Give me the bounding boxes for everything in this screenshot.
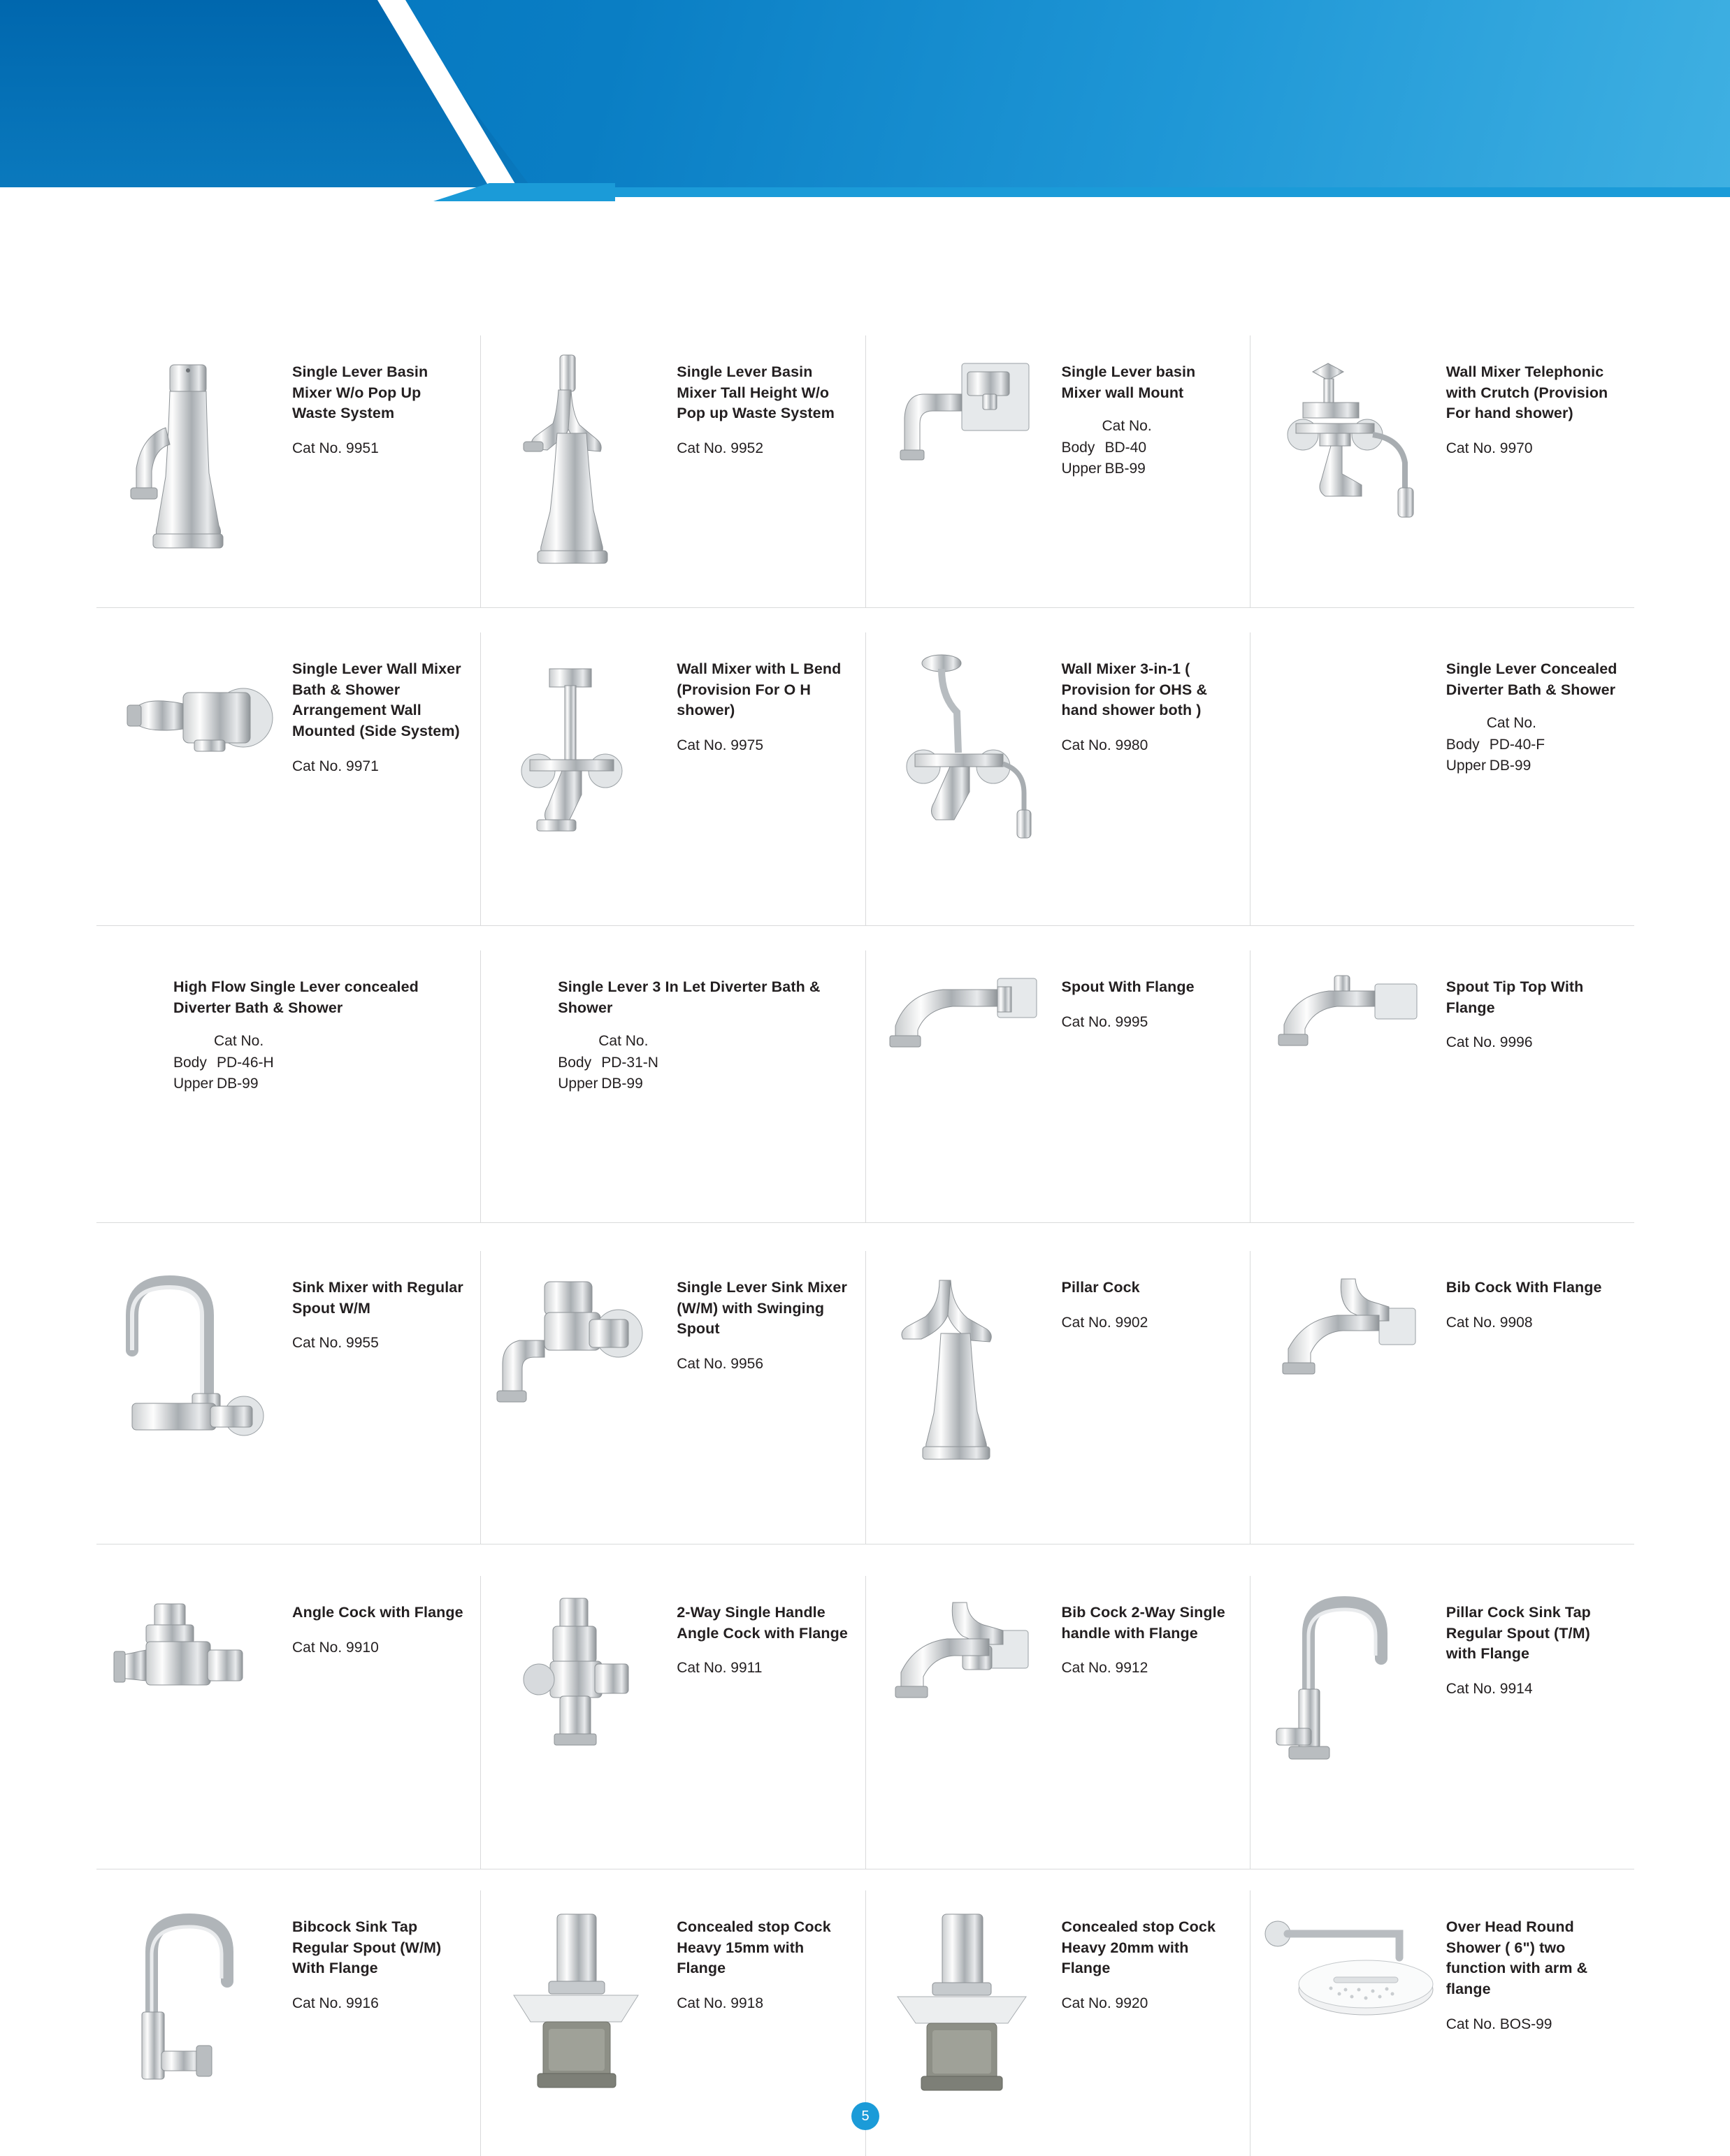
product-title: High Flow Single Lever concealed Diverter Bath & Shower [173,978,419,1016]
cat-row-value: DB-99 [1489,758,1531,774]
product-title: Bibcock Sink Tap Regular Spout (W/M) With Flange [292,1918,442,1977]
product-image-wall-mixer-3-in-1 [866,632,1062,858]
product-cell [481,1576,865,1869]
product-cat-no: Cat No. 9971 [292,758,379,774]
product-title: 2-Way Single Handle Angle Cock with Flange [677,1604,848,1642]
product-cat-no: Cat No. BOS-99 [1446,2016,1552,2032]
product-title: Pillar Cock Sink Tap Regular Spout (T/M) with Flange [1446,1604,1591,1663]
product-cell [1250,950,1634,1222]
product-cell [866,950,1250,1222]
product-cell [866,335,1250,607]
product-image-two-way-single-handle-angle-cock [481,1576,677,1759]
cat-row-key: Upper [173,1076,214,1092]
product-image-sink-mixer-regular-spout [96,1251,292,1462]
product-title: Concealed stop Cock Heavy 15mm with Flange [677,1918,831,1977]
product-image-spout-with-flange [866,950,1062,1071]
product-cat-no: Cat No. 9910 [292,1639,379,1656]
cat-no-header: Cat No. [598,1033,649,1050]
product-image-spout-tip-top [1250,950,1446,1071]
product-cat-table [1446,713,1623,776]
product-cell [96,1890,481,2156]
product-cat-no: Cat No. 9980 [1061,737,1148,753]
cat-no-header: Cat No. [1102,418,1152,435]
product-cell [866,1890,1250,2156]
banner-underline-left-gap [0,187,489,197]
product-image-single-lever-sink-mixer [481,1251,677,1441]
cat-row-value: BD-40 [1104,439,1147,456]
product-cat-table [173,1031,469,1094]
product-cat-no: Cat No. 9970 [1446,440,1533,456]
page-number-badge: 5 [851,2102,879,2130]
product-title: Over Head Round Shower ( 6") two function with arm & flange [1446,1918,1588,1997]
product-cell [96,632,481,925]
product-title: Single Lever basin Mixer wall Mount [1061,363,1196,401]
product-cat-no: Cat No. 9996 [1446,1034,1533,1051]
cat-row-key: Body [173,1054,207,1071]
product-cell [481,1890,865,2156]
product-row [96,632,1634,926]
product-cat-no: Cat No. 9914 [1446,1680,1533,1697]
cat-row-key: Body [558,1054,592,1071]
product-title: Sink Mixer with Regular Spout W/M [292,1279,463,1317]
cat-no-header: Cat No. [1486,715,1536,732]
cat-row-key: Upper [1061,461,1102,477]
product-image-concealed-stop-cock-15mm [481,1890,677,2115]
product-image-wall-mixer-telephonic [1250,335,1446,526]
product-image-placeholder [96,950,173,966]
product-image-bib-cock-2-way [866,1576,1062,1745]
product-cat-no: Cat No. 9920 [1061,1995,1148,2011]
product-cell [481,1251,865,1544]
product-row [96,335,1634,608]
product-title: Bib Cock 2-Way Single handle with Flange [1061,1604,1225,1642]
cat-row-key: Upper [558,1076,598,1092]
product-cell [1250,632,1634,925]
page-header-banner [0,0,1730,210]
product-image-bibcock-sink-tap [96,1890,292,2115]
cat-row-value: PD-31-N [601,1054,658,1071]
product-image-concealed-stop-cock-20mm [866,1890,1062,2115]
product-cat-no: Cat No. 9956 [677,1355,763,1372]
product-cat-no: Cat No. 9908 [1446,1314,1533,1331]
product-cat-no: Cat No. 9916 [292,1995,379,2011]
product-title: Single Lever Basin Mixer Tall Height W/o Pop up Waste System [677,363,835,422]
product-image-bib-cock-with-flange [1250,1251,1446,1420]
product-cat-table [558,1031,853,1094]
product-cell [96,1251,481,1544]
product-catalog-sheet [0,210,1730,2155]
product-cell [866,1576,1250,1869]
product-row [96,1576,1634,1869]
product-image-single-lever-basin-mixer [96,335,292,567]
product-title: Single Lever Wall Mixer Bath & Shower Arrangement Wall Mounted (Side System) [292,660,461,739]
product-title: Spout Tip Top With Flange [1446,978,1584,1016]
product-title: Pillar Cock [1061,1279,1140,1296]
product-image-pillar-cock [866,1251,1062,1462]
product-row [96,1251,1634,1544]
product-title: Angle Cock with Flange [292,1604,463,1621]
cat-row-value: DB-99 [217,1076,259,1092]
cat-row-value: PD-46-H [217,1054,274,1071]
product-cell [866,632,1250,925]
product-title: Spout With Flange [1061,978,1195,995]
product-cell [1250,335,1634,607]
product-image-angle-cock-with-flange [96,1576,292,1731]
product-cell [481,335,865,607]
product-cat-no: Cat No. 9995 [1061,1013,1148,1030]
product-cat-table [1062,416,1239,479]
product-title: Single Lever Concealed Diverter Bath & Shower [1446,660,1617,698]
product-cat-no: Cat No. 9912 [1061,1660,1148,1677]
cat-row-key: Upper [1446,758,1486,774]
product-cell [96,1576,481,1869]
cat-row-key: Body [1061,439,1095,456]
product-cell [481,950,865,1222]
product-image-single-lever-basin-mixer-tall [481,335,677,567]
product-title: Single Lever Basin Mixer W/o Pop Up Waste System [292,363,428,422]
product-title: Bib Cock With Flange [1446,1279,1602,1296]
cat-row-key: Body [1446,736,1480,753]
product-title: Single Lever 3 In Let Diverter Bath & Shower [558,978,821,1016]
product-image-over-head-round-shower [1250,1890,1446,2081]
cat-row-value: DB-99 [601,1076,643,1092]
product-cell [1250,1576,1634,1869]
product-image-placeholder [481,950,558,966]
product-image-pillar-cock-sink-tap [1250,1576,1446,1794]
product-title: Wall Mixer 3-in-1 ( Provision for OHS & hand shower both ) [1061,660,1208,719]
product-title: Wall Mixer with L Bend (Provision For O H shower) [677,660,842,719]
cat-no-header: Cat No. [214,1033,264,1050]
cat-row-value: BB-99 [1104,461,1146,477]
product-cat-no: Cat No. 9902 [1061,1314,1148,1331]
product-image-wall-mixer-l-bend [481,632,677,851]
product-cat-no: Cat No. 9911 [677,1660,763,1677]
product-cat-no: Cat No. 9952 [677,440,763,456]
product-cat-no: Cat No. 9975 [677,737,763,753]
product-cat-no: Cat No. 9955 [292,1335,379,1352]
product-cell [1250,1251,1634,1544]
product-image-single-lever-wall-mixer-bath-shower [96,632,292,788]
product-cat-no: Cat No. 9951 [292,440,379,456]
product-cell [96,335,481,607]
product-row [96,950,1634,1223]
product-title: Concealed stop Cock Heavy 20mm with Flange [1061,1918,1216,1977]
product-title: Wall Mixer Telephonic with Crutch (Provision For hand shower) [1446,363,1608,422]
cat-row-value: PD-40-F [1489,736,1545,753]
product-image-single-lever-basin-mixer-wall-mount [866,335,1062,512]
product-cat-no: Cat No. 9918 [677,1995,763,2011]
product-image-placeholder [1250,632,1446,648]
product-cell [96,950,481,1222]
product-cell [866,1251,1250,1544]
product-cell [481,632,865,925]
product-title: Single Lever Sink Mixer (W/M) with Swinging Spout [677,1279,847,1338]
product-cell [1250,1890,1634,2156]
